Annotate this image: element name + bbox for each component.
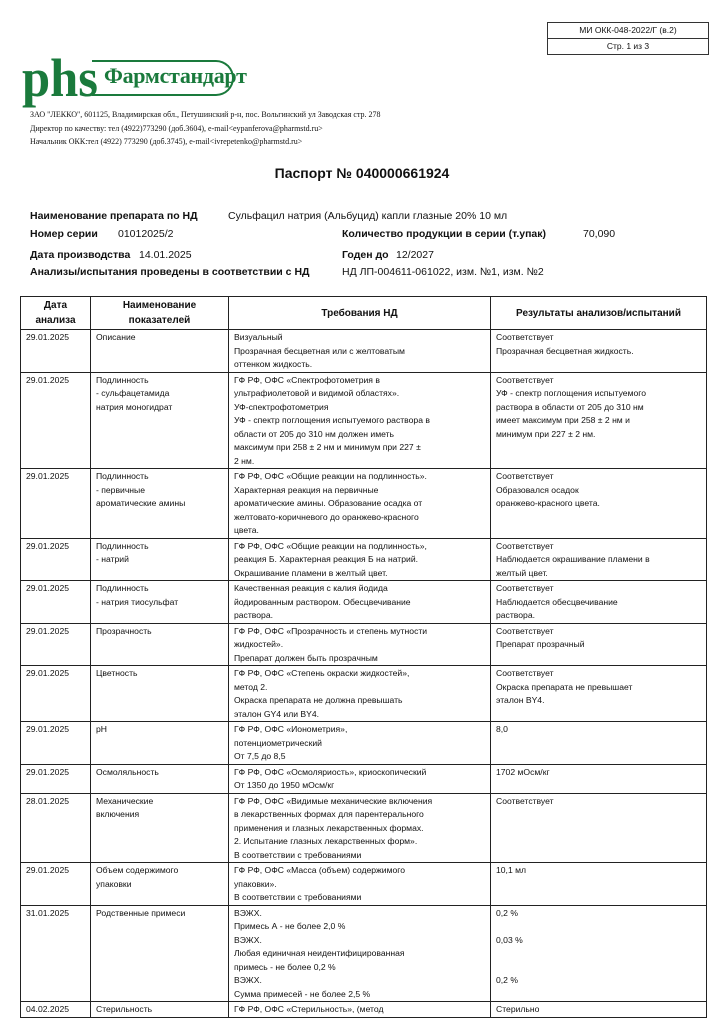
results-table bbox=[20, 296, 707, 1018]
table-row bbox=[21, 469, 707, 539]
cell-result: Соответствует Наблюдается окрашивание пламени в желтый цвет. bbox=[491, 538, 707, 581]
table-row bbox=[21, 905, 707, 1002]
table-row bbox=[21, 722, 707, 765]
table-row bbox=[21, 1002, 707, 1018]
cell-requirements: ГФ РФ, ОФС «Видимые механические включения в лекарственных формах для парентерального применения и глазных лекарственных формах. 2. Испытание глазных лекарственных форм». В соответствии с требованиями bbox=[229, 793, 491, 863]
cell-requirements: ГФ РФ, ОФС «Спектрофотометрия в ультрафиолетовой и видимой областях». УФ-спектрофотометрия УФ - спектр поглощения испытуемого раствора в области от 205 до 310 нм должен иметь максимум при 258 ± 2 нм и минимум при 227 ± 2 нм. bbox=[229, 372, 491, 469]
cell-indicator: Объем содержимого упаковки bbox=[91, 863, 229, 906]
header-date: Дата анализа bbox=[21, 297, 91, 330]
cell-date: 29.01.2025 bbox=[21, 538, 91, 581]
cell-result: 1702 мОсм/кг bbox=[491, 764, 707, 793]
table-row bbox=[21, 793, 707, 863]
production-date-value: 14.01.2025 bbox=[139, 249, 192, 261]
cell-indicator: Прозрачность bbox=[91, 623, 229, 666]
header-indicator: Наименование показателей bbox=[91, 297, 229, 330]
cell-indicator: Описание bbox=[91, 330, 229, 373]
cell-requirements: ВЭЖХ. Примесь А - не более 2,0 % ВЭЖХ. Любая единичная неидентифицированная примесь - не более 0,2 % ВЭЖХ. Сумма примесей - не более 2,5 % bbox=[229, 905, 491, 1002]
cell-indicator: Подлинность - натрий bbox=[91, 538, 229, 581]
cell-result: 8,0 bbox=[491, 722, 707, 765]
cell-result: 0,2 % 0,03 % 0,2 % bbox=[491, 905, 707, 1002]
cell-indicator: Цветность bbox=[91, 666, 229, 722]
cell-requirements: ГФ РФ, ОФС «Масса (объем) содержимого упаковки». В соответствии с требованиями bbox=[229, 863, 491, 906]
cell-date: 28.01.2025 bbox=[21, 793, 91, 863]
quantity-value: 70,090 bbox=[583, 228, 616, 240]
cell-date: 29.01.2025 bbox=[21, 581, 91, 624]
passport-title: Паспорт № 040000661924 bbox=[274, 165, 450, 181]
cell-requirements: ГФ РФ, ОФС «Общие реакции на подлинность». Характерная реакция на первичные ароматические амины. Образование осадка от желтовато-коричневого до оранжево-красного цвета. bbox=[229, 469, 491, 539]
table-row bbox=[21, 666, 707, 722]
series-value: 01012025/2 bbox=[118, 228, 174, 240]
cell-date: 31.01.2025 bbox=[21, 905, 91, 1002]
page-number: Стр. 1 из 3 bbox=[548, 38, 708, 54]
quantity-label: Количество продукции в серии (т.упак) bbox=[342, 228, 547, 240]
document-code-box bbox=[547, 22, 709, 55]
svg-text:phs: phs bbox=[22, 52, 98, 108]
cell-indicator: Подлинность - первичные ароматические амины bbox=[91, 469, 229, 539]
cell-date: 04.02.2025 bbox=[21, 1002, 91, 1018]
logo-company-name: Фармстандарт bbox=[104, 63, 247, 88]
cell-date: 29.01.2025 bbox=[21, 330, 91, 373]
table-header-row bbox=[21, 297, 707, 330]
table-row bbox=[21, 623, 707, 666]
cell-result: 10,1 мл bbox=[491, 863, 707, 906]
analysis-basis-value: НД ЛП-004611-061022, изм. №1, изм. №2 bbox=[342, 266, 544, 278]
cell-requirements: ГФ РФ, ОФС «Ионометрия», потенциометрический От 7,5 до 8,5 bbox=[229, 722, 491, 765]
cell-result: Соответствует Наблюдается обесцвечивание раствора. bbox=[491, 581, 707, 624]
cell-requirements: ГФ РФ, ОФС «Степень окраски жидкостей», метод 2. Окраска препарата не должна превышать эталон GY4 или BY4. bbox=[229, 666, 491, 722]
cell-requirements: Визуальный Прозрачная бесцветная или с желтоватым оттенком жидкость. bbox=[229, 330, 491, 373]
cell-indicator: Стерильность bbox=[91, 1002, 229, 1018]
cell-date: 29.01.2025 bbox=[21, 666, 91, 722]
cell-indicator: Осмоляльность bbox=[91, 764, 229, 793]
table-row bbox=[21, 372, 707, 469]
company-logo bbox=[22, 52, 247, 108]
expiry-label: Годен до bbox=[342, 249, 389, 261]
cell-result: Соответствует bbox=[491, 793, 707, 863]
header-requirements: Требования НД bbox=[229, 297, 491, 330]
drug-name-label: Наименование препарата по НД bbox=[30, 210, 198, 222]
cell-result: Соответствует Образовался осадок оранжево-красного цвета. bbox=[491, 469, 707, 539]
cell-date: 29.01.2025 bbox=[21, 623, 91, 666]
quality-director-contact: Директор по качеству: тел (4922)773290 (доб.3604), e-mail<eypanferova@pharmstd.ru> bbox=[30, 124, 323, 133]
cell-indicator: Родственные примеси bbox=[91, 905, 229, 1002]
cell-indicator: Подлинность - натрия тиосульфат bbox=[91, 581, 229, 624]
cell-requirements: ГФ РФ, ОФС «Осмоляриость», криоскопический От 1350 до 1950 мОсм/кг bbox=[229, 764, 491, 793]
analysis-basis-label: Анализы/испытания проведены в соответствии с НД bbox=[30, 266, 310, 278]
cell-date: 29.01.2025 bbox=[21, 764, 91, 793]
cell-indicator: Подлинность - сульфацетамида натрия моногидрат bbox=[91, 372, 229, 469]
cell-date: 29.01.2025 bbox=[21, 372, 91, 469]
table-row bbox=[21, 330, 707, 373]
cell-result: Соответствует Окраска препарата не превышает эталон BY4. bbox=[491, 666, 707, 722]
cell-date: 29.01.2025 bbox=[21, 863, 91, 906]
company-address: ЗАО "ЛЕККО", 601125, Владимирская обл., Петушинский р-н, пос. Вольгинский ул Заводская стр. 278 bbox=[30, 110, 381, 119]
document-code: МИ ОКК-048-2022/Г (в.2) bbox=[579, 25, 677, 35]
header-results: Результаты анализов/испытаний bbox=[491, 297, 707, 330]
drug-name-value: Сульфацил натрия (Альбуцид) капли глазные 20% 10 мл bbox=[228, 210, 508, 222]
cell-requirements: Качественная реакция с калия йодида йодированным раствором. Обесцвечивание раствора. bbox=[229, 581, 491, 624]
table-row bbox=[21, 764, 707, 793]
cell-date: 29.01.2025 bbox=[21, 722, 91, 765]
table-row bbox=[21, 863, 707, 906]
qc-head-contact: Начальник ОКК:тел (4922) 773290 (доб.3745), e-mail<ivrepetenko@pharmstd.ru> bbox=[30, 137, 303, 146]
cell-result: Соответствует УФ - спектр поглощения испытуемого раствора в области от 205 до 310 нм имеет максимум при 258 ± 2 нм и минимум при 227 ± 2 нм. bbox=[491, 372, 707, 469]
cell-requirements: ГФ РФ, ОФС «Общие реакции на подлинность», реакция Б. Характерная реакция Б на натрий. Окрашивание пламени в желтый цвет. bbox=[229, 538, 491, 581]
cell-requirements: ГФ РФ, ОФС «Стерильность», (метод bbox=[229, 1002, 491, 1018]
production-date-label: Дата производства bbox=[30, 249, 131, 261]
phs-logo-mark bbox=[22, 52, 98, 108]
table-row bbox=[21, 581, 707, 624]
cell-result: Стерильно bbox=[491, 1002, 707, 1018]
cell-date: 29.01.2025 bbox=[21, 469, 91, 539]
series-label: Номер серии bbox=[30, 228, 98, 240]
cell-requirements: ГФ РФ, ОФС «Прозрачность и степень мутности жидкостей». Препарат должен быть прозрачным bbox=[229, 623, 491, 666]
expiry-value: 12/2027 bbox=[396, 249, 434, 261]
table-row bbox=[21, 538, 707, 581]
cell-indicator: pH bbox=[91, 722, 229, 765]
cell-result: Соответствует Препарат прозрачный bbox=[491, 623, 707, 666]
cell-indicator: Механические включения bbox=[91, 793, 229, 863]
cell-result: Соответствует Прозрачная бесцветная жидкость. bbox=[491, 330, 707, 373]
